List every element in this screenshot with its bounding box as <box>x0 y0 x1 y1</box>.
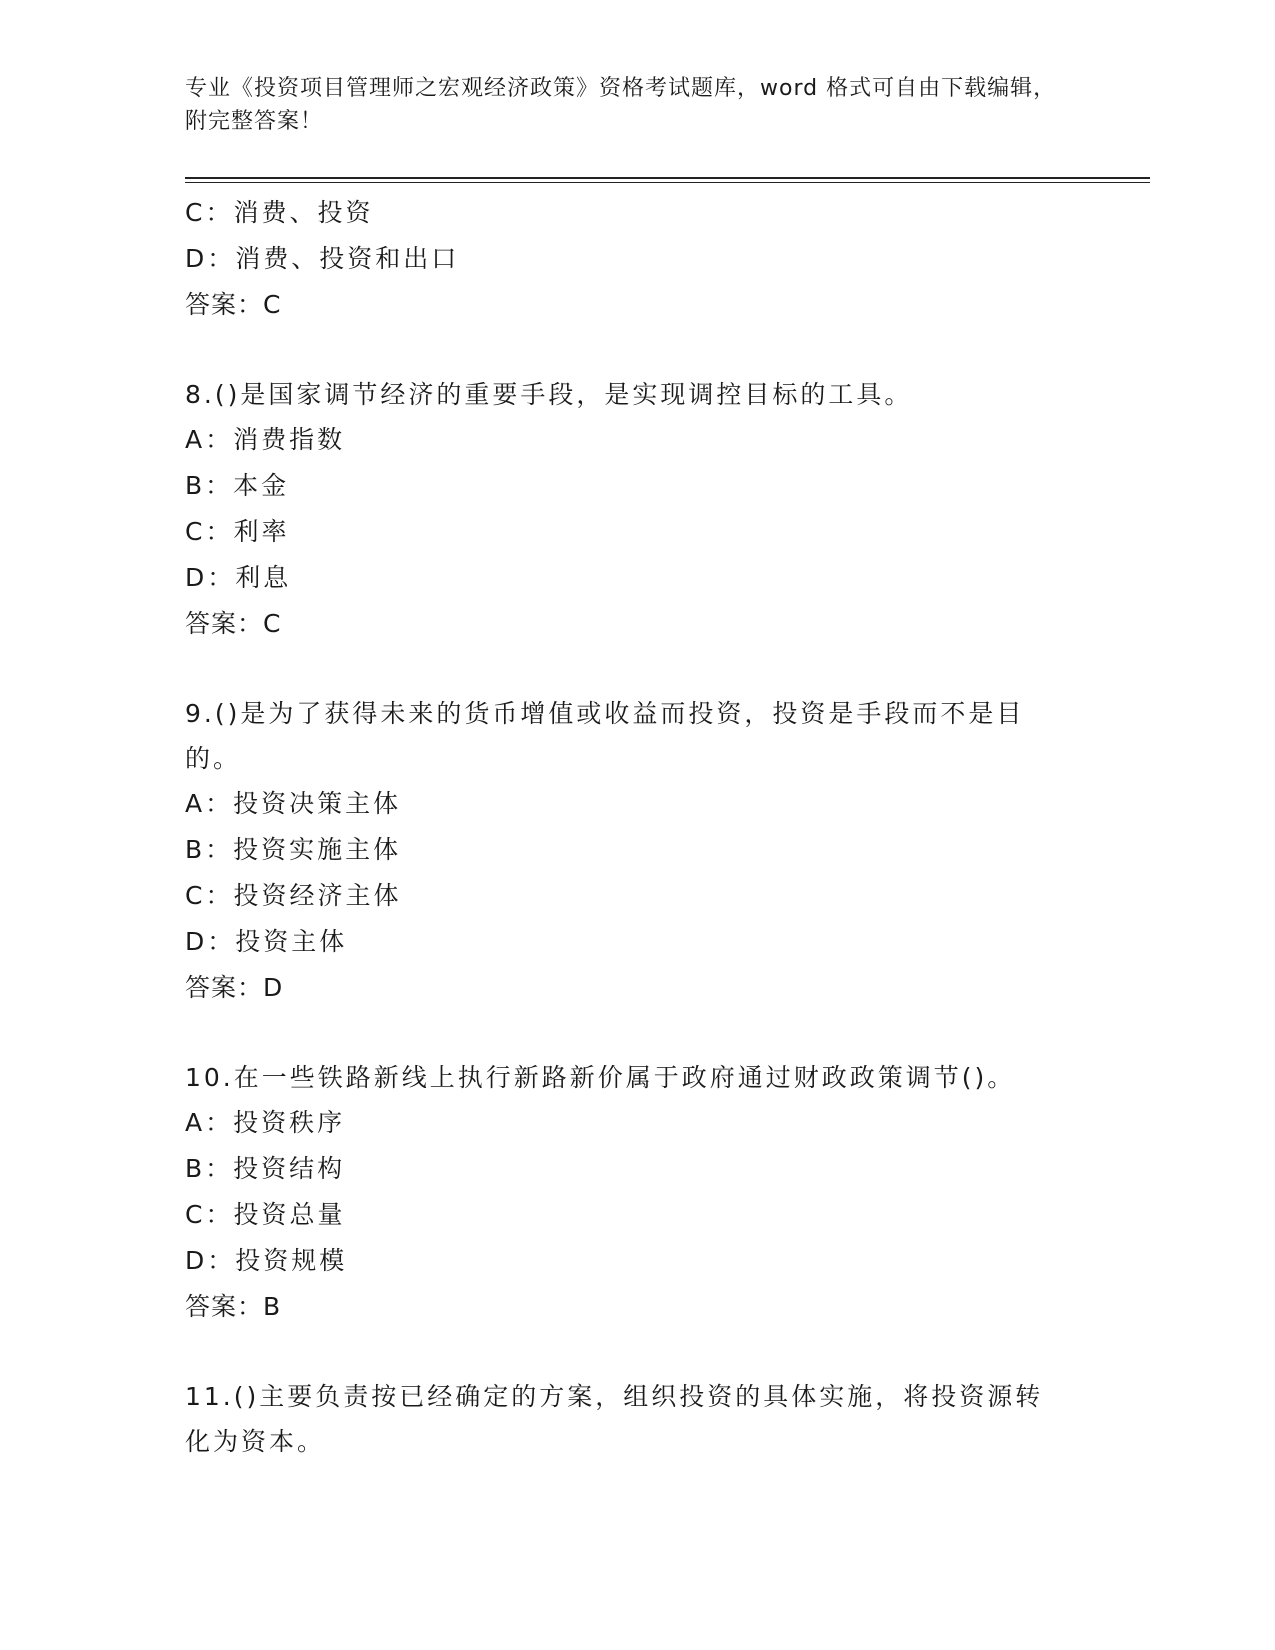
question-8: 8.()是国家调节经济的重要手段，是实现调控目标的工具。 <box>185 380 913 409</box>
header-divider-thick <box>185 177 1150 179</box>
document-header: 专业《投资项目管理师之宏观经济政策》资格考试题库，word 格式可自由下载编辑，附完整答案！ <box>185 76 1057 134</box>
answer-line: 答案：C <box>185 609 282 638</box>
option-d: D：利息 <box>185 563 292 592</box>
question-list <box>185 190 1085 1464</box>
option-a: A：消费指数 <box>185 425 346 454</box>
option-a: A：投资秩序 <box>185 1108 346 1137</box>
option-b: B：本金 <box>185 471 290 500</box>
answer-line: 答案：D <box>185 973 284 1002</box>
option-d: D：消费、投资和出口 <box>185 244 460 273</box>
option-d: D：投资规模 <box>185 1246 348 1275</box>
option-c: C：投资经济主体 <box>185 881 402 910</box>
question-10: 10.在一些铁路新线上执行新路新价属于政府通过财政政策调节()。 <box>185 1063 1016 1092</box>
header-divider-thin <box>185 182 1150 183</box>
question-9: 9.()是为了获得未来的货币增值或收益而投资，投资是手段而不是目的。 <box>185 699 1025 773</box>
option-b: B：投资实施主体 <box>185 835 402 864</box>
answer-line: 答案：B <box>185 1292 282 1321</box>
option-b: B：投资结构 <box>185 1154 346 1183</box>
question-11: 11.()主要负责按已经确定的方案，组织投资的具体实施，将投资源转化为资本。 <box>185 1382 1044 1456</box>
answer-line: 答案：C <box>185 290 282 319</box>
option-d: D：投资主体 <box>185 927 348 956</box>
option-c: C：消费、投资 <box>185 198 374 227</box>
option-a: A：投资决策主体 <box>185 789 402 818</box>
option-c: C：利率 <box>185 517 290 546</box>
option-c: C：投资总量 <box>185 1200 346 1229</box>
